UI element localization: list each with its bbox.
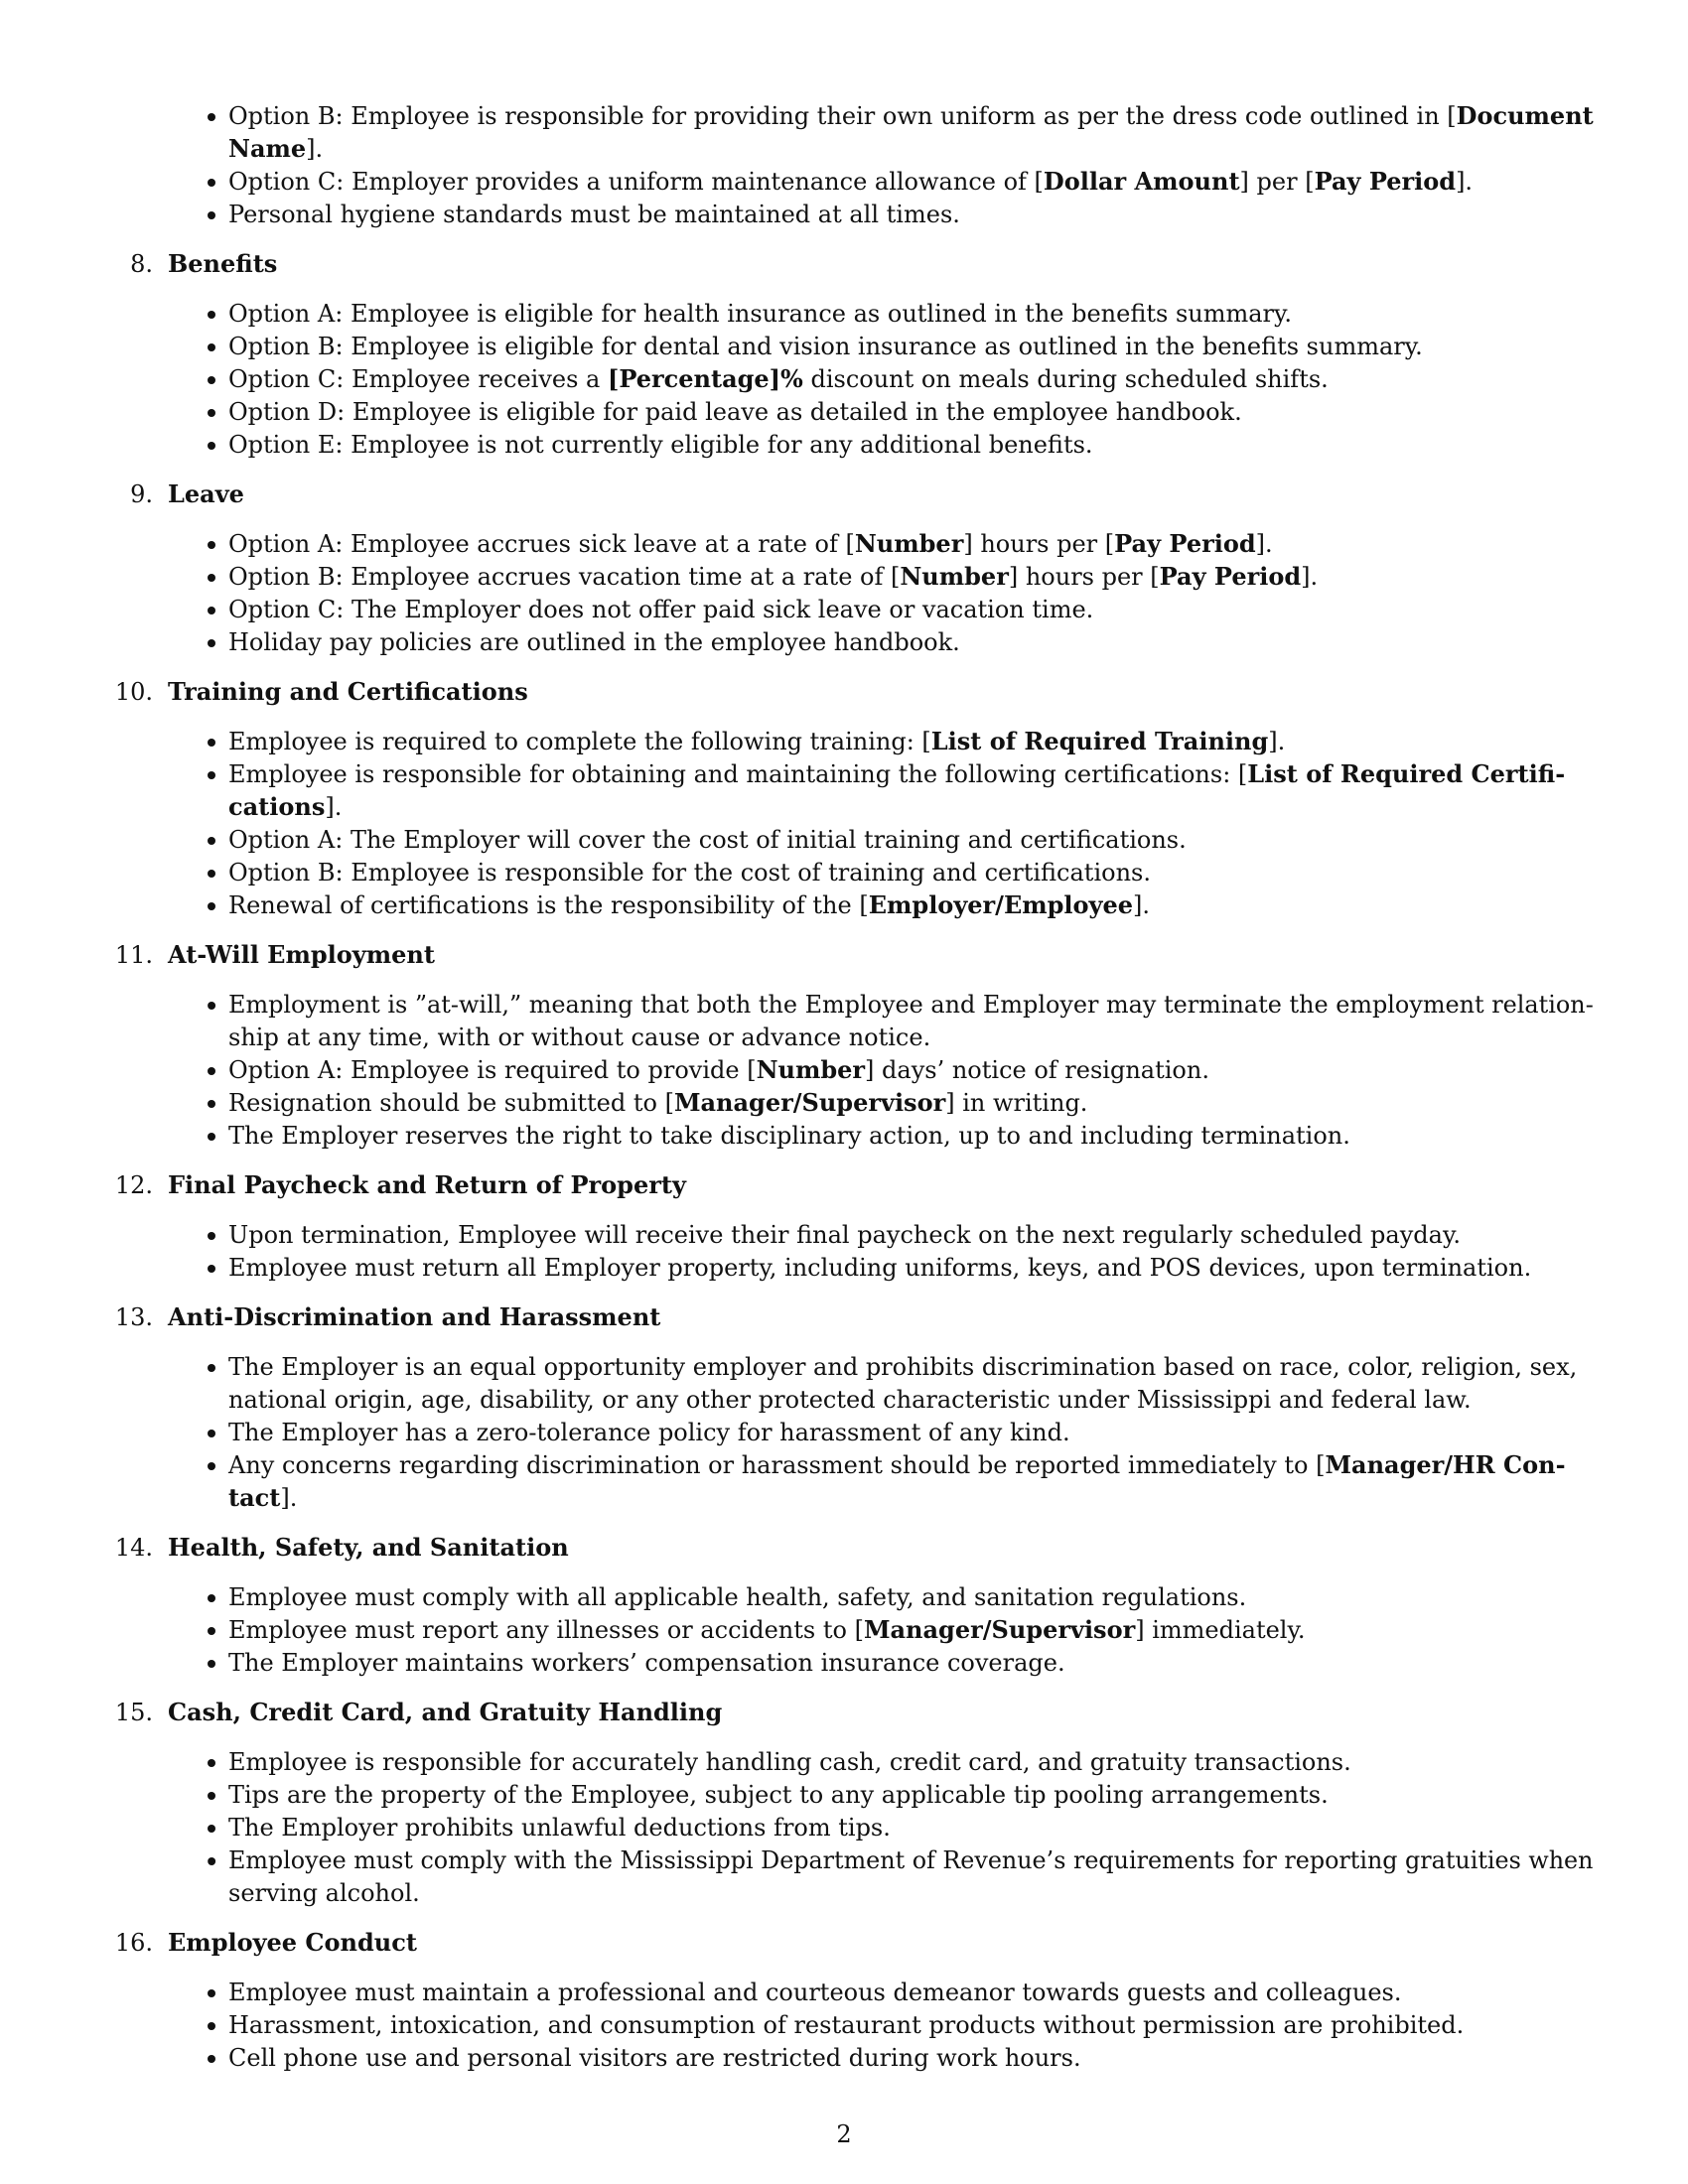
list-item: Employee must report any illnesses or accidents to [Manager/Supervisor] immediately. [228, 1615, 1306, 1644]
page-number: 2 [836, 2120, 852, 2148]
section-number: 15. [114, 1699, 153, 1726]
section-number: 16. [114, 1929, 153, 1957]
list-item: The Employer is an equal opportunity employer and prohibits discrimination based on race, color, religion, sex, [228, 1353, 1578, 1381]
section-title: Training and Certifications [168, 677, 528, 706]
list-item: Employee must comply with all applicable health, safety, and sanitation regulations. [228, 1583, 1247, 1611]
list-item: Employee is responsible for obtaining and maintaining the following certifications: [List of Required Certifi- [228, 759, 1566, 788]
list-item: The Employer reserves the right to take disciplinary action, up to and including termination. [228, 1122, 1350, 1150]
list-item: Option A: Employee is eligible for health insurance as outlined in the benefits summary. [228, 300, 1293, 328]
section-number: 13. [114, 1303, 153, 1331]
list-item-continuation: national origin, age, disability, or any other protected characteristic under Mississippi and federal law. [228, 1386, 1472, 1414]
list-item: Personal hygiene standards must be maintained at all times. [228, 201, 960, 228]
list-item-continuation: tact]. [228, 1483, 298, 1512]
section-title: Final Paycheck and Return of Property [168, 1170, 686, 1199]
list-item: Option A: Employee is required to provide [Number] days’ notice of resignation. [228, 1055, 1209, 1084]
list-item: Cell phone use and personal visitors are restricted during work hours. [228, 2044, 1081, 2072]
section-title: At-Will Employment [168, 940, 435, 969]
list-item: Employment is ”at-will,” meaning that both the Employee and Employer may terminate the employment relation- [228, 991, 1594, 1019]
section-number: 12. [114, 1171, 153, 1199]
list-item: Resignation should be submitted to [Manager/Supervisor] in writing. [228, 1088, 1088, 1117]
section-title: Employee Conduct [168, 1928, 417, 1957]
list-item: The Employer has a zero-tolerance policy for harassment of any kind. [228, 1419, 1070, 1446]
list-item: Employee is required to complete the following training: [List of Required Training]. [228, 727, 1286, 755]
list-item: The Employer maintains workers’ compensation insurance coverage. [228, 1649, 1065, 1677]
list-item: Upon termination, Employee will receive their final paycheck on the next regularly scheduled payday. [228, 1221, 1461, 1249]
list-item: Employee must comply with the Mississippi Department of Revenue’s requirements for reporting gratuities when [228, 1846, 1594, 1874]
list-item: Option B: Employee is responsible for providing their own uniform as per the dress code outlined in [Document [228, 101, 1594, 130]
list-item: Option B: Employee is responsible for the cost of training and certifications. [228, 859, 1151, 887]
section-number: 10. [114, 678, 153, 706]
section-title: Anti-Discrimination and Harassment [168, 1302, 661, 1331]
list-item: Option A: Employee accrues sick leave at a rate of [Number] hours per [Pay Period]. [228, 529, 1273, 558]
list-item: Employee must return all Employer property, including uniforms, keys, and POS devices, upon termination. [228, 1254, 1532, 1282]
list-item: Option B: Employee accrues vacation time at a rate of [Number] hours per [Pay Period]. [228, 562, 1319, 591]
list-item: Harassment, intoxication, and consumption of restaurant products without permission are prohibited. [228, 2011, 1465, 2039]
list-item-continuation: cations]. [228, 792, 343, 821]
list-item: Renewal of certifications is the responsibility of the [Employer/Employee]. [228, 890, 1151, 919]
section-title: Leave [168, 479, 244, 508]
list-item: Option E: Employee is not currently eligible for any additional benefits. [228, 431, 1093, 459]
list-item: Option A: The Employer will cover the cost of initial training and certifications. [228, 826, 1187, 854]
list-item: Option C: Employee receives a [Percentage]% discount on meals during scheduled shifts. [228, 364, 1329, 393]
section-number: 11. [114, 941, 153, 969]
list-item-continuation: serving alcohol. [228, 1879, 420, 1907]
list-item: Employee must maintain a professional and courteous demeanor towards guests and colleagues. [228, 1979, 1402, 2006]
section-number: 14. [114, 1534, 153, 1562]
section-title: Benefits [168, 249, 278, 278]
list-item: Option C: Employer provides a uniform maintenance allowance of [Dollar Amount] per [Pay Period]. [228, 167, 1474, 196]
list-item: Option B: Employee is eligible for dental and vision insurance as outlined in the benefits summary. [228, 333, 1423, 360]
section-title: Health, Safety, and Sanitation [168, 1533, 569, 1562]
list-item: Tips are the property of the Employee, subject to any applicable tip pooling arrangements. [228, 1781, 1329, 1809]
list-item: The Employer prohibits unlawful deductions from tips. [228, 1814, 891, 1842]
section-title: Cash, Credit Card, and Gratuity Handling [168, 1698, 723, 1726]
section-number: 8. [130, 250, 153, 278]
list-item-continuation: Name]. [228, 134, 324, 163]
list-item: Employee is responsible for accurately handling cash, credit card, and gratuity transactions. [228, 1748, 1351, 1776]
list-item-continuation: ship at any time, with or without cause or advance notice. [228, 1024, 931, 1051]
list-item: Option C: The Employer does not offer paid sick leave or vacation time. [228, 596, 1094, 623]
section-number: 9. [130, 480, 153, 508]
list-item: Holiday pay policies are outlined in the employee handbook. [228, 628, 960, 656]
list-item: Option D: Employee is eligible for paid leave as detailed in the employee handbook. [228, 398, 1242, 426]
list-item: Any concerns regarding discrimination or harassment should be reported immediately to [Manager/HR Con- [228, 1450, 1566, 1479]
